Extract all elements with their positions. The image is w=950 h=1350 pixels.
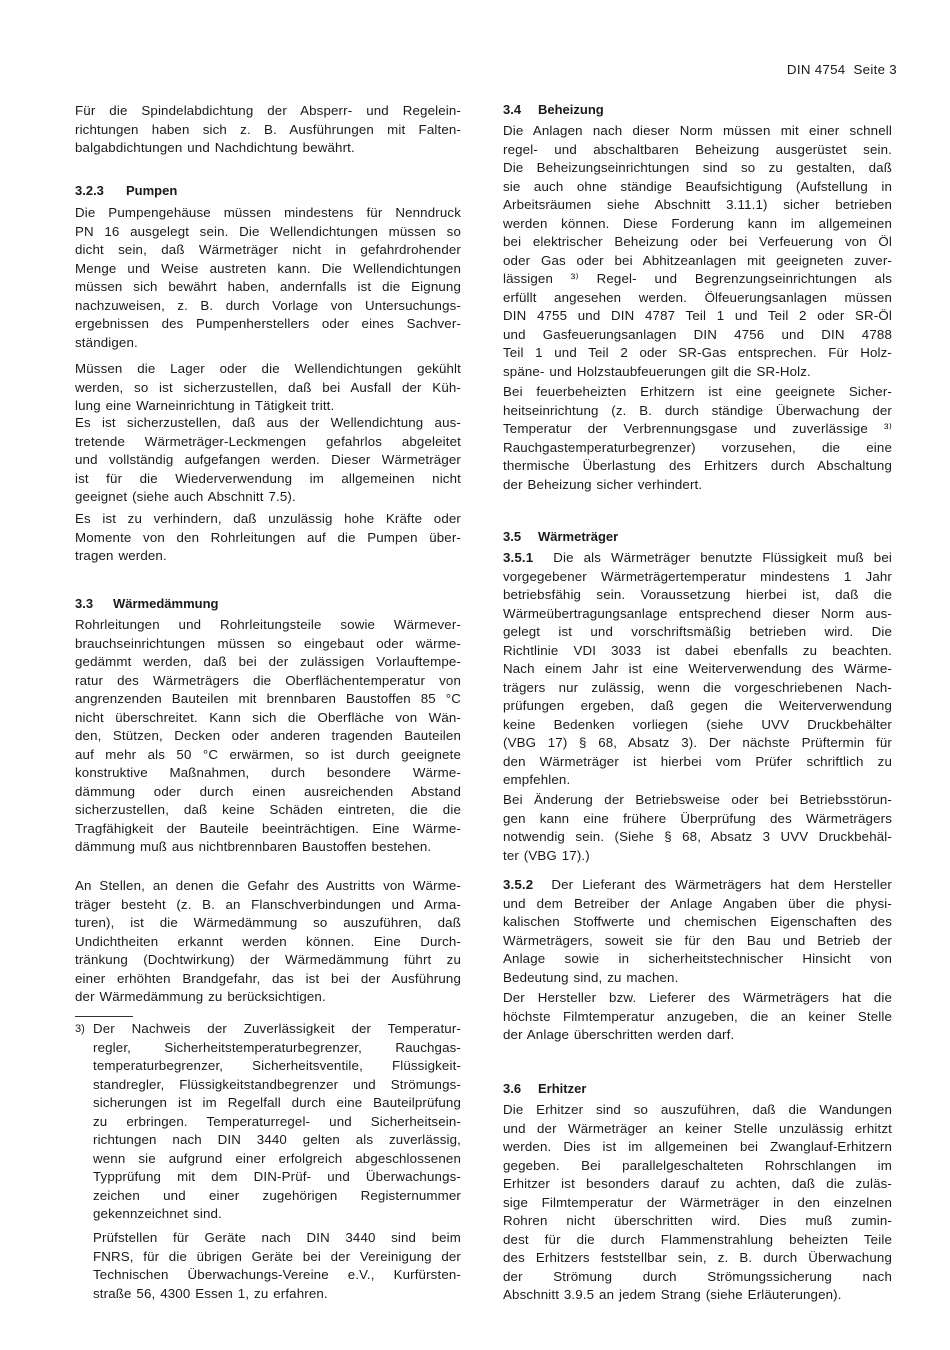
- text-line: den, Stützen, Decken oder anderen tragenden Bauteilen: [75, 728, 461, 743]
- paragraph: [503, 989, 892, 1045]
- text-line: richtungen nach DIN 3440 gelten als zuverlässig,: [93, 1132, 461, 1147]
- text-line: Der Hersteller bzw. Lieferer des Wärmeträgers hat die: [503, 990, 892, 1005]
- paragraph-3-5-2: [503, 876, 892, 987]
- text-line: Abschnitt 3.9.5 an jedem Strang (siehe Erläuterungen).: [503, 1287, 842, 1302]
- text-line: nachzuweisen, z. B. durch Vorlage von Untersuchungs-: [75, 297, 461, 313]
- text-line: wenn sie aufgrund einer erfolgreich abgeschlossenen: [93, 1150, 461, 1166]
- footnote-paragraph: [93, 1020, 461, 1224]
- text-line: [503, 549, 892, 568]
- text-line: gekennzeichnet sind.: [93, 1206, 222, 1221]
- text-line: Teil 1 und Teil 2 oder SR-Gas entsprechen. Für Holz-: [503, 345, 892, 360]
- text-line: zeichen und einer zugehörigen Registernummer: [93, 1187, 461, 1203]
- subsection-number: 3.5.2: [503, 877, 534, 892]
- text-line: gegeben. Bei parallelgeschalteten Rohrschlangen im: [503, 1157, 892, 1173]
- text-line: auf mehr als 50 °C erwärmen, so ist durch geeignete: [75, 746, 461, 762]
- text-line: oder Gas oder bei Abhitzeanlagen mit geeigneten zuver-: [503, 252, 892, 268]
- text-line: betriebsfähig sein. Voraussetzung hierbei ist, daß die: [503, 587, 892, 602]
- text-line: gedämmt werden, daß bei der zulässigen Vorlauftempe-: [75, 654, 461, 669]
- text-line: dämmung oder durch einen ausreichenden Abstand: [75, 783, 461, 799]
- text-line: An Stellen, an denen die Gefahr des Austritts von Wärme-: [75, 878, 461, 893]
- text-line: höchste Filmtemperatur anzugeben, die an keiner Stelle: [503, 1008, 892, 1024]
- text-line: konstruktive Maßnahmen, durch besondere Wärme-: [75, 765, 461, 780]
- text-line: Rohrleitungen und Rohrleitungsteile sowie Wärmever-: [75, 617, 461, 632]
- text-line: ist für die Wiederverwendung im allgemeinen nicht: [75, 470, 461, 486]
- text-line: vorgegebener Wärmeträgertemperatur mindestens 1 Jahr: [503, 568, 892, 584]
- text-line: bei elektrischer Beheizung oder bei Verfeuerung von Öl: [503, 234, 892, 249]
- text-line: Tragfähigkeit der Bauteile beeinträchtigen. Eine Wärme-: [75, 820, 461, 836]
- text-line: regel- und abschaltbaren Beheizung ausgerüstet sein.: [503, 141, 892, 157]
- text-line: lässigen ³⁾ Regel- und Begrenzungseinrichtungen als: [503, 271, 892, 286]
- text-line: müssen sich bewährt haben, andernfalls ist die Eignung: [75, 279, 461, 294]
- text-line: straße 56, 4300 Essen 1, zu erfahren.: [93, 1285, 328, 1301]
- text-line: und dem Betreiber der Anlage Angaben über die physi-: [503, 895, 892, 911]
- text-line: sicherzustellen, daß keine Schäden eintreten, die die: [75, 802, 461, 817]
- section-heading-3-3: [75, 595, 218, 613]
- section-heading-3-6: [503, 1080, 586, 1098]
- text-line: der Strömung durch Strömungssicherung nach: [503, 1268, 892, 1284]
- text-line: empfehlen.: [503, 772, 571, 787]
- text-line: ratur des Wärmeträgers die Oberflächentemperatur von: [75, 672, 461, 688]
- text-line: Rohren nicht überschritten wird. Dies muß zumin-: [503, 1213, 892, 1228]
- text-line: notwendig sein. (Siehe § 68, Absatz 3 UVV Druckbehäl-: [503, 829, 892, 844]
- text-line: PN 16 ausgelegt sein. Die Wellendichtungen müssen so: [75, 223, 461, 239]
- paragraph: [75, 204, 461, 352]
- text-line: gen kann eine frühere Überprüfung des Wärmeträgers: [503, 810, 892, 826]
- text-line: einer erhöhten Brandgefahr, das ist bei der Ausführung: [75, 970, 461, 986]
- section-title: Erhitzer: [538, 1081, 587, 1096]
- text-line: dämmung muß aus nichtbrennbaren Baustoffen bestehen.: [75, 839, 432, 854]
- text-line: Die Anlagen nach dieser Norm müssen mit einer schnell: [503, 123, 892, 138]
- text-line: Rauchgastemperaturbegrenzer) vorzusehen, die eine: [503, 439, 892, 455]
- section-title: Wärmeträger: [538, 529, 619, 544]
- text-line: Bei feuerbeheizten Erhitzern ist eine geeignete Sicher-: [503, 384, 892, 399]
- text-line: ständigen.: [75, 334, 138, 350]
- paragraph: [75, 510, 461, 566]
- text-line: Momente von den Rohrleitungen auf die Pumpen über-: [75, 529, 461, 545]
- text-line: des Erhitzers feststellbar sein, z. B. durch Überwachung: [503, 1250, 892, 1265]
- text-line: Die Erhitzer sind so auszuführen, daß die Wandungen: [503, 1102, 892, 1117]
- text-line: Nach einem Jahr ist eine Weiterverwendung des Wärme-: [503, 661, 892, 676]
- text-line: kalischen Stoffwerte und chemischen Eigenschaften des: [503, 914, 892, 929]
- text-line: der Anlage überschritten werden darf.: [503, 1027, 735, 1042]
- text-line: erfüllt angesehen werden. Ölfeuerungsanlagen müssen: [503, 289, 892, 305]
- text-line: Die Pumpengehäuse müssen mindestens für Nenndruck: [75, 205, 461, 220]
- text-line: werden. Dies ist im allgemeinen bei Zwanglauf-Erhitzern: [503, 1139, 892, 1154]
- text-line: sige Filmtemperatur der Wärmeträger in den einzelnen: [503, 1194, 892, 1210]
- paragraph: [75, 414, 461, 507]
- text-line: balgabdichtungen und Nachdichtung bewährt.: [75, 140, 355, 155]
- text-line: Technischen Überwachungs-Vereine e.V., Kurfürsten-: [93, 1267, 461, 1282]
- text-line: dest für die durch Flammenstrahlung beheizten Teile: [503, 1231, 892, 1247]
- text-line: nicht überschreitet. Kann sich die Oberfläche von Wän-: [75, 709, 461, 725]
- text-line: träger besteht (z. B. an Flanschverbindungen und Arma-: [75, 896, 461, 912]
- subsection-number: 3.5.1: [503, 550, 534, 565]
- text-line: späne- und Holzstaubfeuerungen gilt die SR-Holz.: [503, 363, 811, 379]
- paragraph: [75, 360, 461, 416]
- text-line: werden, so ist sicherzustellen, daß bei Ausfall der Küh-: [75, 379, 461, 395]
- standard-number: DIN 4754: [786, 62, 846, 77]
- paragraph: [75, 616, 461, 857]
- paragraph: [503, 122, 892, 381]
- text-line: trägers nur zulässig, wenn die vorgeschriebenen Nach-: [503, 679, 892, 695]
- section-title: Wärmedämmung: [113, 596, 219, 611]
- section-heading-3-4: [503, 101, 604, 119]
- text-line: Richtlinie VDI 3033 ist dabei ebenfalls zu beachten.: [503, 642, 892, 658]
- text-line: Erhitzer ist besonders darauf zu achten, daß die zuläs-: [503, 1176, 892, 1191]
- text-line: (VBG 17) § 68, Absatz 3). Der nächste Prüftermin für: [503, 735, 892, 750]
- section-title: Beheizung: [538, 102, 604, 117]
- text-line: Es ist zu verhindern, daß unzulässig hohe Kräfte oder: [75, 511, 461, 526]
- footnote-marker: 3): [75, 1023, 85, 1035]
- text-line: gelegt ist und vorschriftsmäßig betrieben wird. Die: [503, 624, 892, 639]
- text-line: Undichtheiten erkannt werden können. Eine Durch-: [75, 933, 461, 949]
- text-line: richtungen haben sich z. B. Ausführungen mit Falten-: [75, 121, 461, 137]
- text-line: brauchseinrichtungen müssen so eingebaut oder wärme-: [75, 635, 461, 651]
- text-line: Wärmeträgers, soweit sie für den Bau und Betrieb der: [503, 932, 892, 948]
- page-header: [787, 62, 897, 77]
- text-line: und vollständig aufgefangen werden. Dieser Wärmeträger: [75, 452, 461, 467]
- text-line: DIN 4755 und DIN 4787 Teil 1 und Teil 2 oder SR-Öl: [503, 308, 892, 323]
- text-line: geeignet (siehe auch Abschnitt 7.5).: [75, 489, 296, 504]
- text-line: Es ist sicherzustellen, daß aus der Wellendichtung aus-: [75, 415, 461, 430]
- text-line: standregler, Flüssigkeitstandbegrenzer und Strömungs-: [93, 1076, 461, 1092]
- section-title: Pumpen: [126, 183, 178, 198]
- paragraph: [75, 877, 461, 1007]
- text-line: ergebnissen des Pumpenherstellers oder eines Sachver-: [75, 316, 461, 331]
- text-line: lung eine Warneinrichtung in Tätigkeit tritt.: [75, 398, 335, 413]
- text-line: werden können. Diese Forderung kann im allgemeinen: [503, 215, 892, 231]
- text-line: den Wärmeträger ist hierbei vom Prüfer schriftlich zu: [503, 753, 892, 769]
- paragraph: [503, 383, 892, 494]
- section-heading-3-2-3: [75, 182, 177, 200]
- text-line: Wärmeübertragungsanlage entsprechend dieser Norm aus-: [503, 605, 892, 621]
- section-number: 3.6: [503, 1081, 522, 1096]
- paragraph: [503, 791, 892, 865]
- text-line: FNRS, für die übrigen Geräte bei der Vereinigung der: [93, 1248, 461, 1264]
- text-line: und der Wärmeträger an keiner Stelle unzulässig erhitzt: [503, 1120, 892, 1136]
- paragraph: [503, 1101, 892, 1305]
- text-line: Bei Änderung der Betriebsweise oder bei Betriebsstörun-: [503, 792, 892, 807]
- text-line: prüfungen ergeben, daß gegen die Weiterverwendung: [503, 698, 892, 713]
- paragraph: [75, 102, 461, 158]
- text-line: turen), ist die Wärmedämmung so auszuführen, daß: [75, 915, 461, 930]
- page-number: Seite 3: [853, 62, 897, 77]
- text-line: regler, Sicherheitstemperaturbegrenzer, Rauchgas-: [93, 1039, 461, 1055]
- text-line: und Gasfeuerungsanlagen DIN 4756 und DIN 4788: [503, 326, 892, 342]
- text-line: Typprüfung mit dem DIN-Prüf- und Überwachungs-: [93, 1169, 461, 1184]
- text-line: dicht sein, daß Wärmeträger nicht in gefahrdrohender: [75, 242, 461, 257]
- text-line: Arbeitsräumen siehe Abschnitt 3.11.1) sicher betrieben: [503, 197, 892, 212]
- text-line: der Wärmedämmung zu berücksichtigen.: [75, 989, 326, 1004]
- text-line: sicherungen ist im Regelfall durch eine Bauteilprüfung: [93, 1095, 461, 1110]
- text-line: [503, 876, 892, 895]
- text-line: tränkung (Dochtwirkung) der Wärmedämmung führt zu: [75, 952, 461, 967]
- text-line: Prüfstellen für Geräte nach DIN 3440 sind beim: [93, 1230, 461, 1245]
- text-line-content: Die als Wärmeträger benutzte Flüssigkeit muß bei: [553, 550, 892, 565]
- paragraph-3-5-1: [503, 549, 892, 790]
- text-line-content: Der Lieferant des Wärmeträgers hat dem Hersteller: [551, 877, 892, 892]
- text-line: tragen werden.: [75, 548, 167, 563]
- text-line: Der Nachweis der Zuverlässigkeit der Temperatur-: [93, 1021, 461, 1036]
- section-heading-3-5: [503, 528, 618, 546]
- section-number: 3.5: [503, 529, 522, 544]
- footnote-paragraph: [93, 1229, 461, 1303]
- text-line: ter (VBG 17).): [503, 847, 590, 863]
- section-number: 3.3: [75, 596, 94, 611]
- text-line: tretende Wärmeträger-Leckmengen gefahrlos abgeleitet: [75, 433, 461, 449]
- text-line: angrenzenden Bauteilen mit brennbaren Baustoffen 85 °C: [75, 691, 461, 706]
- text-line: sie auch ohne ständige Beaufsichtigung (Aufstellung in: [503, 178, 892, 194]
- text-line: heitseinrichtung (z. B. durch ständige Überwachung der: [503, 402, 892, 418]
- section-number: 3.2.3: [75, 183, 104, 198]
- section-number: 3.4: [503, 102, 522, 117]
- text-line: Temperatur der Verbrennungsgase und zuverlässige ³⁾: [503, 421, 892, 436]
- text-line: Anlage sowie in sicherheitstechnischer Hinsicht von: [503, 951, 892, 966]
- text-line: Die Beheizungseinrichtungen sind so zu gestalten, daß: [503, 160, 892, 175]
- text-line: der Beheizung sicher verhindert.: [503, 476, 703, 492]
- text-line: zu erbringen. Temperaturregel- und Sicherheitsein-: [93, 1113, 461, 1129]
- text-line: Bedeutung sind, zu machen.: [503, 969, 679, 985]
- footnote-divider: [75, 1016, 133, 1017]
- text-line: temperaturbegrenzer, Sicherheitsventile, Flüssigkeit-: [93, 1058, 461, 1073]
- text-line: Für die Spindelabdichtung der Absperr- und Regelein-: [75, 103, 461, 118]
- text-line: thermische Überlastung des Erhitzers durch Abschaltung: [503, 458, 892, 473]
- text-line: Menge und Weise austreten kann. Die Wellendichtungen: [75, 260, 461, 276]
- text-line: Müssen die Lager oder die Wellendichtungen gekühlt: [75, 361, 461, 376]
- text-line: keine Bedenken vorliegen (siehe UVV Druckbehälter: [503, 716, 892, 732]
